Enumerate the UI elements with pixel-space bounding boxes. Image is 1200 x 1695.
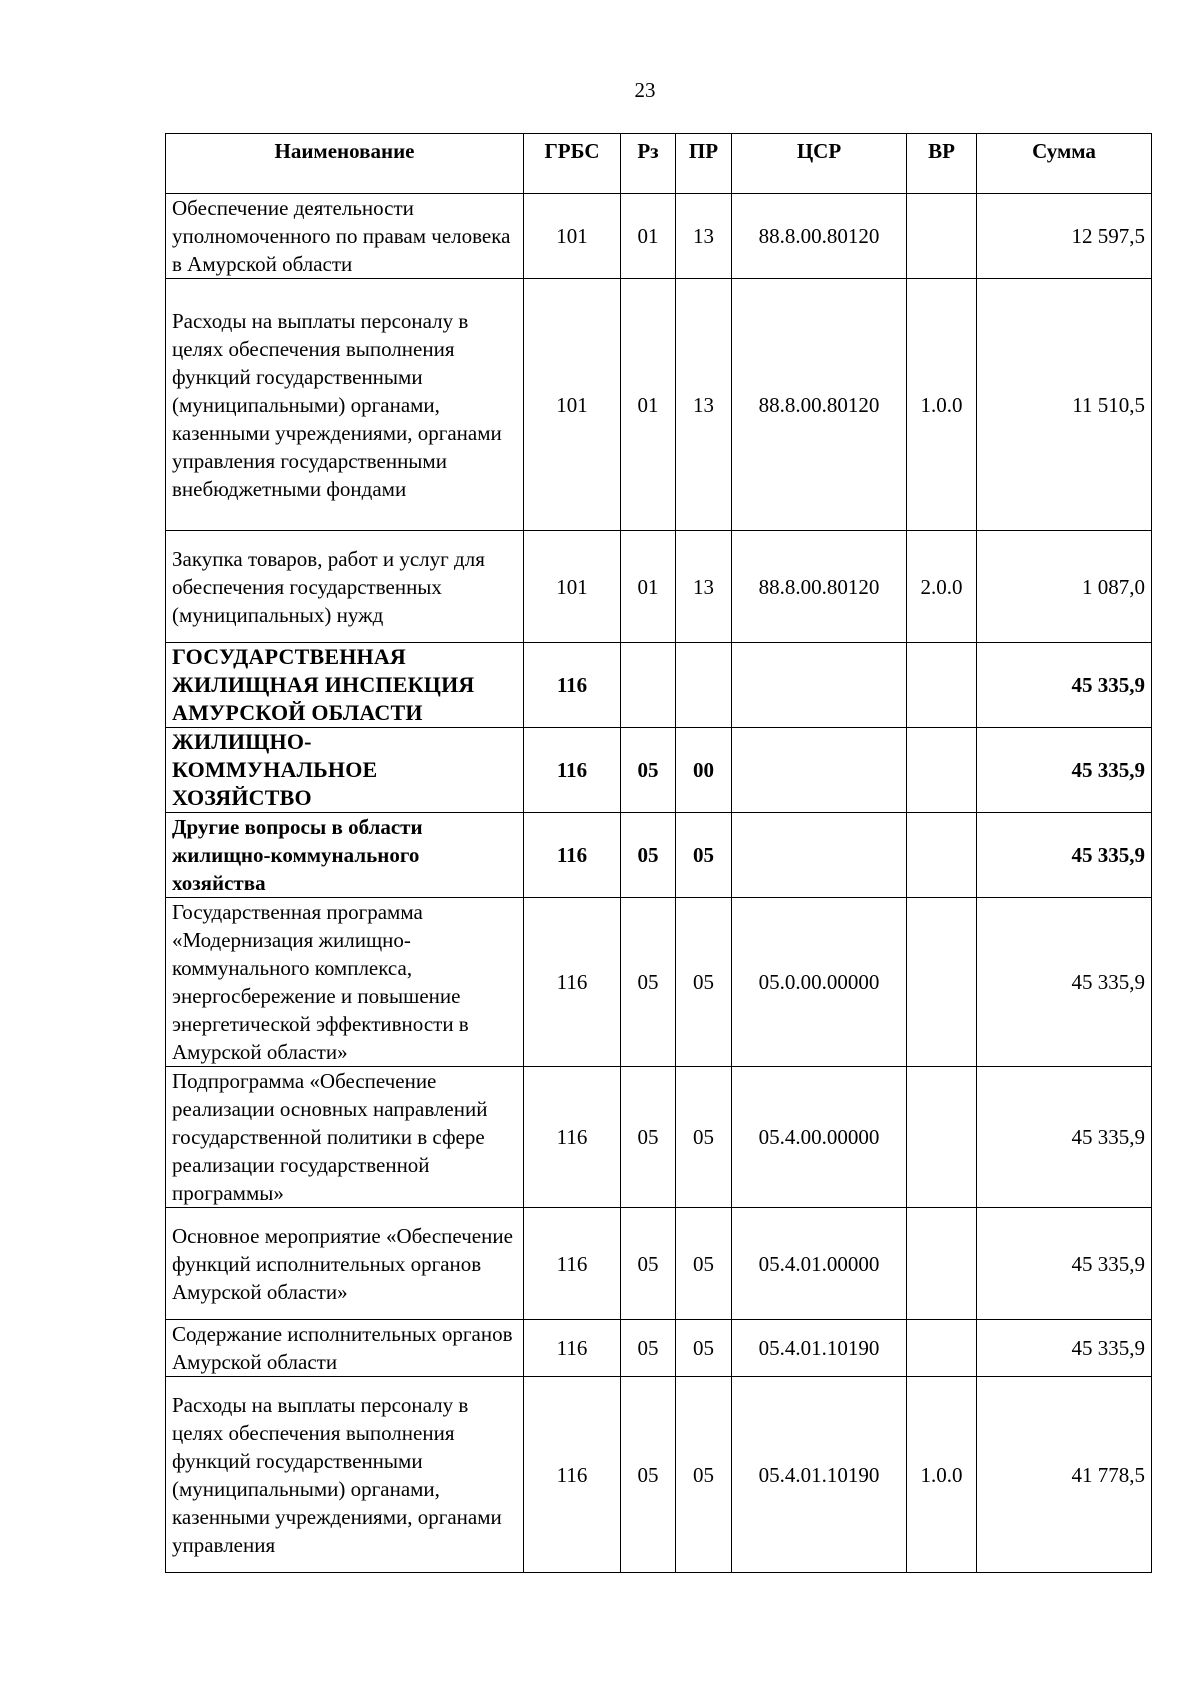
cell-vr	[907, 643, 977, 728]
cell-grbs: 116	[524, 1320, 621, 1377]
cell-rz: 05	[621, 898, 676, 1067]
table-row	[166, 643, 1152, 728]
table-row	[166, 531, 1152, 643]
cell-name: Обеспечение деятельности уполномоченного по правам человека в Амурской области	[166, 194, 524, 279]
table-row	[166, 728, 1152, 813]
cell-csr	[732, 728, 907, 813]
cell-sum: 45 335,9	[977, 898, 1152, 1067]
cell-pr: 13	[676, 531, 732, 643]
cell-rz: 01	[621, 279, 676, 531]
table-row	[166, 279, 1152, 531]
table-row	[166, 1320, 1152, 1377]
cell-csr: 05.4.01.00000	[732, 1208, 907, 1320]
cell-sum: 45 335,9	[977, 728, 1152, 813]
cell-grbs: 116	[524, 1208, 621, 1320]
cell-csr: 88.8.00.80120	[732, 279, 907, 531]
header-vr: ВР	[907, 134, 977, 194]
cell-name: ГОСУДАРСТВЕННАЯ ЖИЛИЩНАЯ ИНСПЕКЦИЯ АМУРСКОЙ ОБЛАСТИ	[166, 643, 524, 728]
cell-grbs: 116	[524, 1067, 621, 1208]
cell-csr: 05.0.00.00000	[732, 898, 907, 1067]
cell-pr: 05	[676, 898, 732, 1067]
header-pr: ПР	[676, 134, 732, 194]
cell-csr: 88.8.00.80120	[732, 194, 907, 279]
cell-pr: 05	[676, 1208, 732, 1320]
cell-grbs: 116	[524, 813, 621, 898]
cell-rz: 05	[621, 728, 676, 813]
cell-csr	[732, 643, 907, 728]
cell-pr: 00	[676, 728, 732, 813]
cell-vr: 1.0.0	[907, 1377, 977, 1573]
header-name: Наименование	[166, 134, 524, 194]
cell-sum: 45 335,9	[977, 1067, 1152, 1208]
cell-rz: 01	[621, 194, 676, 279]
cell-vr	[907, 194, 977, 279]
cell-sum: 45 335,9	[977, 813, 1152, 898]
cell-pr: 13	[676, 194, 732, 279]
cell-pr: 05	[676, 1320, 732, 1377]
cell-name: Государственная программа «Модернизация жилищно-коммунального комплекса, энергосбережение и повышение энергетической эффективности в Амурской области»	[166, 898, 524, 1067]
cell-pr: 05	[676, 1377, 732, 1573]
cell-sum: 41 778,5	[977, 1377, 1152, 1573]
cell-sum: 12 597,5	[977, 194, 1152, 279]
cell-grbs: 116	[524, 1377, 621, 1573]
cell-rz: 01	[621, 531, 676, 643]
cell-grbs: 101	[524, 531, 621, 643]
cell-csr: 88.8.00.80120	[732, 531, 907, 643]
cell-vr	[907, 898, 977, 1067]
cell-rz: 05	[621, 1320, 676, 1377]
cell-vr: 1.0.0	[907, 279, 977, 531]
cell-name: Расходы на выплаты персоналу в целях обеспечения выполнения функций государственными (муниципальными) органами, казенными учреждениями, органами управления	[166, 1377, 524, 1573]
cell-vr	[907, 1320, 977, 1377]
table-row	[166, 898, 1152, 1067]
cell-csr: 05.4.01.10190	[732, 1377, 907, 1573]
header-sum: Сумма	[977, 134, 1152, 194]
table-row	[166, 1208, 1152, 1320]
table-row	[166, 1067, 1152, 1208]
cell-name: ЖИЛИЩНО-КОММУНАЛЬНОЕ ХОЗЯЙСТВО	[166, 728, 524, 813]
cell-rz: 05	[621, 1377, 676, 1573]
cell-sum: 11 510,5	[977, 279, 1152, 531]
cell-grbs: 101	[524, 194, 621, 279]
cell-csr: 05.4.01.10190	[732, 1320, 907, 1377]
cell-csr: 05.4.00.00000	[732, 1067, 907, 1208]
cell-pr: 05	[676, 1067, 732, 1208]
cell-pr: 13	[676, 279, 732, 531]
cell-grbs: 116	[524, 898, 621, 1067]
cell-sum: 45 335,9	[977, 643, 1152, 728]
cell-rz: 05	[621, 1067, 676, 1208]
header-csr: ЦСР	[732, 134, 907, 194]
cell-name: Закупка товаров, работ и услуг для обеспечения государственных (муниципальных) нужд	[166, 531, 524, 643]
table-row	[166, 1377, 1152, 1573]
cell-vr: 2.0.0	[907, 531, 977, 643]
cell-grbs: 101	[524, 279, 621, 531]
cell-vr	[907, 1067, 977, 1208]
cell-sum: 45 335,9	[977, 1320, 1152, 1377]
cell-grbs: 116	[524, 643, 621, 728]
page-number: 23	[634, 78, 656, 102]
header-grbs: ГРБС	[524, 134, 621, 194]
cell-name: Расходы на выплаты персоналу в целях обеспечения выполнения функций государственными (муниципальными) органами, казенными учреждениями, органами управления государственными внебюджетными фондами	[166, 279, 524, 531]
header-row	[166, 134, 1152, 194]
cell-sum: 1 087,0	[977, 531, 1152, 643]
cell-name: Основное мероприятие «Обеспечение функций исполнительных органов Амурской области»	[166, 1208, 524, 1320]
cell-rz	[621, 643, 676, 728]
cell-grbs: 116	[524, 728, 621, 813]
cell-vr	[907, 1208, 977, 1320]
cell-rz: 05	[621, 1208, 676, 1320]
cell-vr	[907, 728, 977, 813]
table-row	[166, 194, 1152, 279]
cell-vr	[907, 813, 977, 898]
cell-csr	[732, 813, 907, 898]
budget-table	[165, 133, 1152, 1573]
cell-rz: 05	[621, 813, 676, 898]
cell-name: Содержание исполнительных органов Амурской области	[166, 1320, 524, 1377]
cell-name: Другие вопросы в области жилищно-коммунального хозяйства	[166, 813, 524, 898]
cell-pr	[676, 643, 732, 728]
cell-sum: 45 335,9	[977, 1208, 1152, 1320]
table-row	[166, 813, 1152, 898]
cell-name: Подпрограмма «Обеспечение реализации основных направлений государственной политики в сфере реализации государственной программы»	[166, 1067, 524, 1208]
cell-pr: 05	[676, 813, 732, 898]
header-rz: Рз	[621, 134, 676, 194]
